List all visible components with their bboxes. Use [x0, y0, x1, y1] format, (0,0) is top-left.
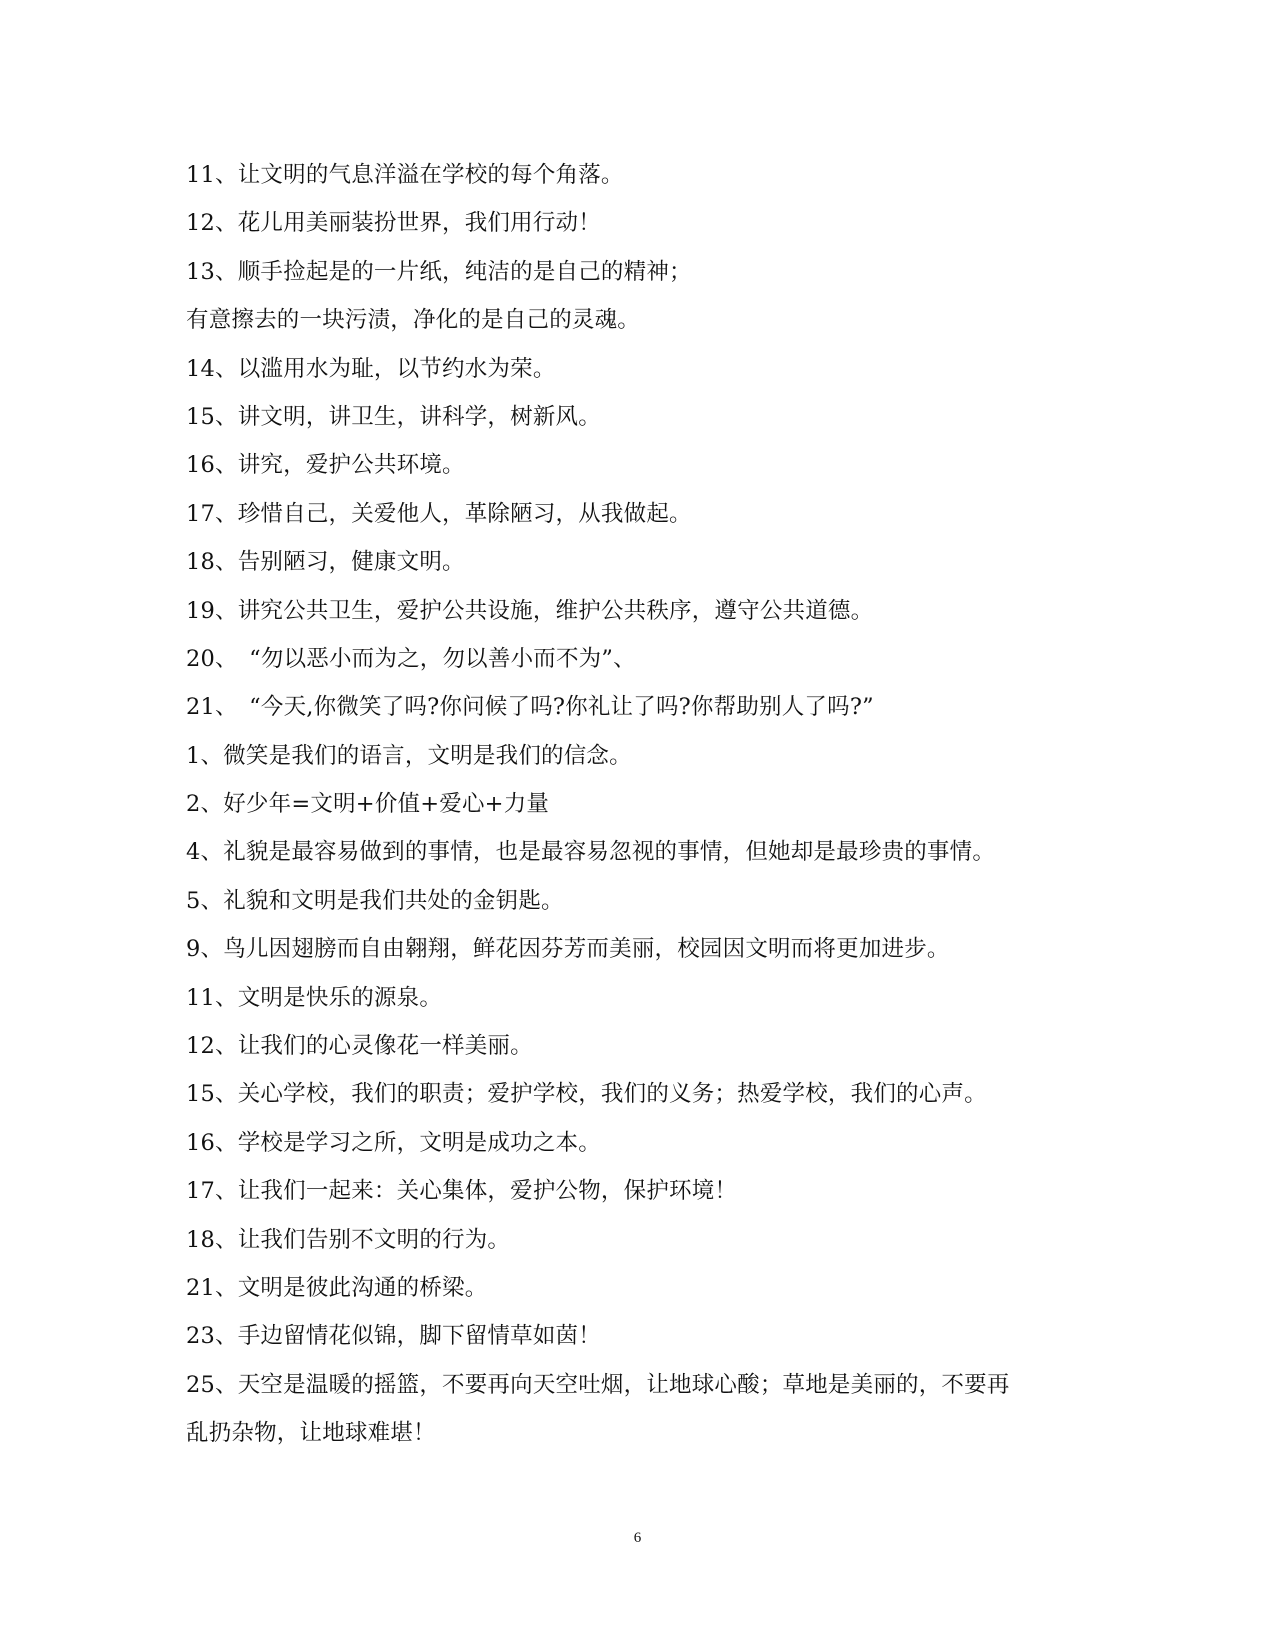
text-line: 21、 “今天,你微笑了吗?你问候了吗?你礼让了吗?你帮助别人了吗?”	[186, 694, 874, 721]
text-line: 18、告别陋习，健康文明。	[186, 549, 465, 576]
text-line: 4、礼貌是最容易做到的事情，也是最容易忽视的事情，但她却是最珍贵的事情。	[186, 839, 996, 866]
text-line: 16、学校是学习之所，文明是成功之本。	[186, 1129, 601, 1156]
text-line: 有意擦去的一块污渍，净化的是自己的灵魂。	[186, 307, 641, 334]
document-body	[186, 151, 1086, 1458]
text-line: 15、关心学校，我们的职责；爱护学校，我们的义务；热爱学校，我们的心声。	[186, 1081, 987, 1108]
text-line: 5、礼貌和文明是我们共处的金钥匙。	[186, 887, 564, 914]
text-line: 18、让我们告别不文明的行为。	[186, 1226, 511, 1253]
text-line: 15、讲文明，讲卫生，讲科学，树新风。	[186, 403, 601, 430]
text-line: 21、文明是彼此沟通的桥梁。	[186, 1274, 488, 1301]
text-line: 12、花儿用美丽装扮世界，我们用行动！	[186, 210, 601, 237]
text-line: 11、让文明的气息洋溢在学校的每个角落。	[186, 162, 624, 188]
text-line: 25、天空是温暖的摇篮，不要再向天空吐烟，让地球心酸；草地是美丽的，不要再	[186, 1371, 1010, 1398]
text-line: 20、 “勿以恶小而为之，勿以善小而不为”、	[186, 645, 636, 672]
text-line: 23、手边留情花似锦，脚下留情草如茵！	[186, 1323, 601, 1350]
text-line: 11、文明是快乐的源泉。	[186, 984, 443, 1011]
page-number: 6	[633, 1530, 642, 1546]
text-line: 1、微笑是我们的语言，文明是我们的信念。	[186, 742, 632, 769]
text-line: 17、让我们一起来：关心集体，爱护公物，保护环境！	[186, 1178, 738, 1205]
text-line: 9、鸟儿因翅膀而自由翱翔，鲜花因芬芳而美丽，校园因文明而将更加进步。	[186, 936, 950, 963]
text-line: 13、顺手捡起是的一片纸，纯洁的是自己的精神；	[186, 258, 692, 285]
text-line: 14、以滥用水为耻，以节约水为荣。	[186, 355, 556, 382]
text-line: 乱扔杂物，让地球难堪！	[186, 1420, 436, 1447]
text-line: 16、讲究，爱护公共环境。	[186, 452, 465, 479]
text-line: 19、讲究公共卫生，爱护公共设施，维护公共秩序，遵守公共道德。	[186, 597, 874, 624]
text-line: 17、珍惜自己，关爱他人，革除陋习，从我做起。	[186, 500, 692, 527]
text-line: 12、让我们的心灵像花一样美丽。	[186, 1033, 533, 1060]
text-line: 2、好少年=文明+价值+爱心+力量	[186, 791, 550, 818]
